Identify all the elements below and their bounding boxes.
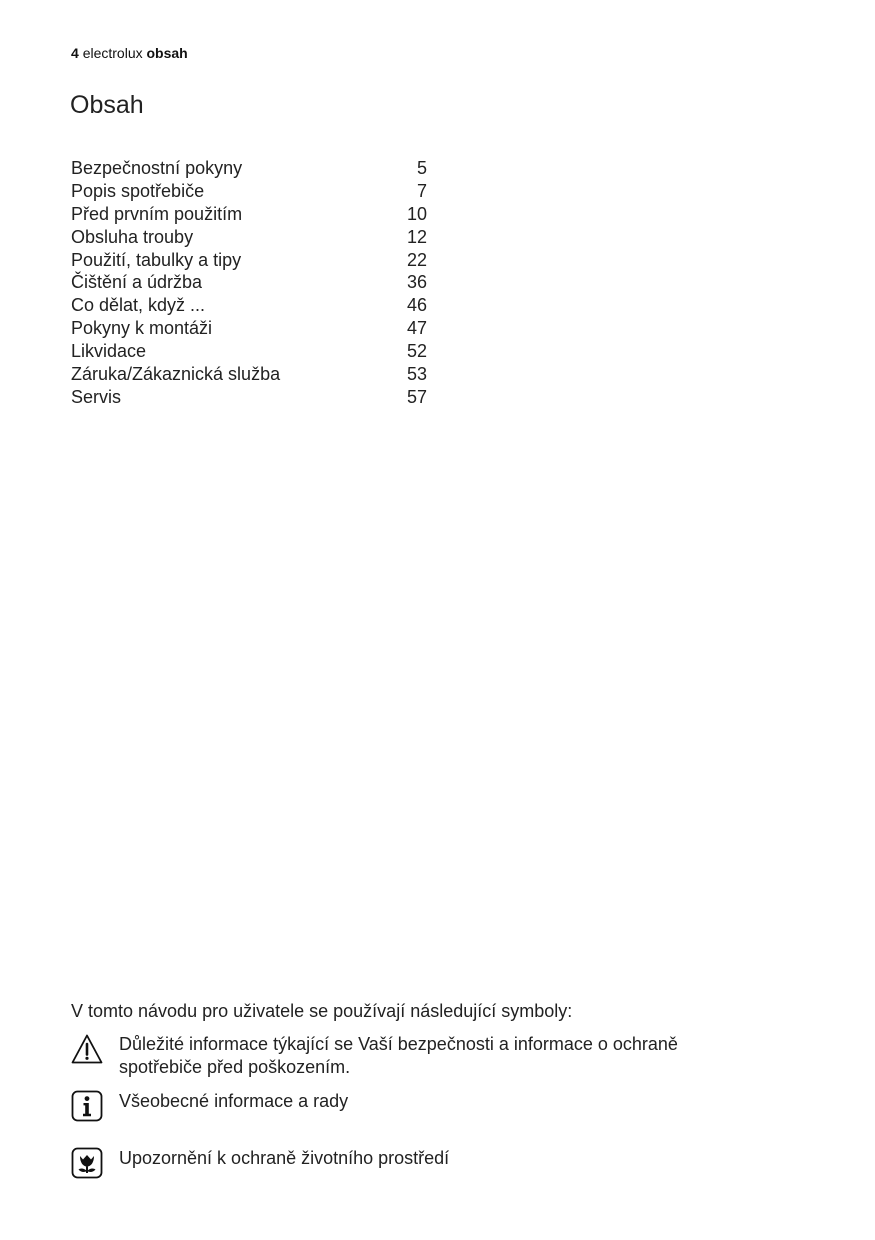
header-page-number: 4 [71, 45, 79, 61]
environment-icon [71, 1147, 103, 1179]
toc-entry [71, 363, 427, 386]
toc-entry [71, 180, 427, 203]
toc-entry [71, 317, 427, 340]
symbol-info-text: Všeobecné informace a rady [119, 1091, 349, 1111]
toc-entry [71, 226, 427, 249]
toc-entry-label: Servis [71, 386, 122, 407]
toc-entry-page: 7 [416, 180, 427, 201]
toc-entry [71, 271, 427, 294]
toc-entry-page: 53 [406, 364, 427, 385]
toc-entry-label: Co dělat, když ... [71, 295, 206, 316]
page-title: Obsah [70, 91, 144, 119]
toc-entry-page: 47 [406, 318, 427, 339]
toc-entry [71, 340, 427, 363]
toc-entry-label: Obsluha trouby [71, 226, 194, 247]
toc-entry [71, 294, 427, 317]
toc-entry-label: Použití, tabulky a tipy [71, 249, 242, 270]
toc-entry-label: Pokyny k montáži [71, 318, 213, 339]
toc-entry-page: 36 [406, 272, 427, 293]
toc-entry-label: Před prvním použitím [71, 203, 243, 224]
header-brand: electrolux [82, 45, 143, 61]
toc-entry-page: 52 [406, 341, 427, 362]
toc-entry-page: 5 [416, 158, 427, 178]
toc-entry-label: Záruka/Zákaznická služba [71, 364, 281, 385]
toc-entry [71, 157, 427, 180]
toc-entry-page: 22 [406, 249, 427, 270]
toc-entry [71, 203, 427, 226]
symbol-warning-text: Důležité informace týkající se Vaší bezpečnosti a informace o ochraně spotřebiče před poškozením. [119, 1034, 678, 1077]
toc-entry-label: Likvidace [71, 341, 147, 362]
toc-entry-label: Čištění a údržba [71, 272, 203, 293]
toc-entry-page: 46 [406, 295, 427, 316]
symbol-environment-text: Upozornění k ochraně životního prostředí [119, 1148, 450, 1168]
toc-entry-page: 10 [406, 203, 427, 224]
toc-entry-page: 12 [406, 226, 427, 247]
table-of-contents [71, 157, 427, 409]
info-icon [71, 1090, 103, 1122]
warning-triangle-icon [71, 1033, 103, 1065]
toc-entry [71, 386, 427, 409]
symbols-intro: V tomto návodu pro uživatele se používají následující symboly: [71, 1001, 573, 1021]
toc-entry-page: 57 [406, 386, 427, 407]
toc-entry-label: Popis spotřebiče [71, 180, 205, 201]
header-section: obsah [146, 45, 188, 61]
running-header [71, 44, 188, 62]
toc-entry [71, 249, 427, 272]
toc-entry-label: Bezpečnostní pokyny [71, 158, 243, 178]
